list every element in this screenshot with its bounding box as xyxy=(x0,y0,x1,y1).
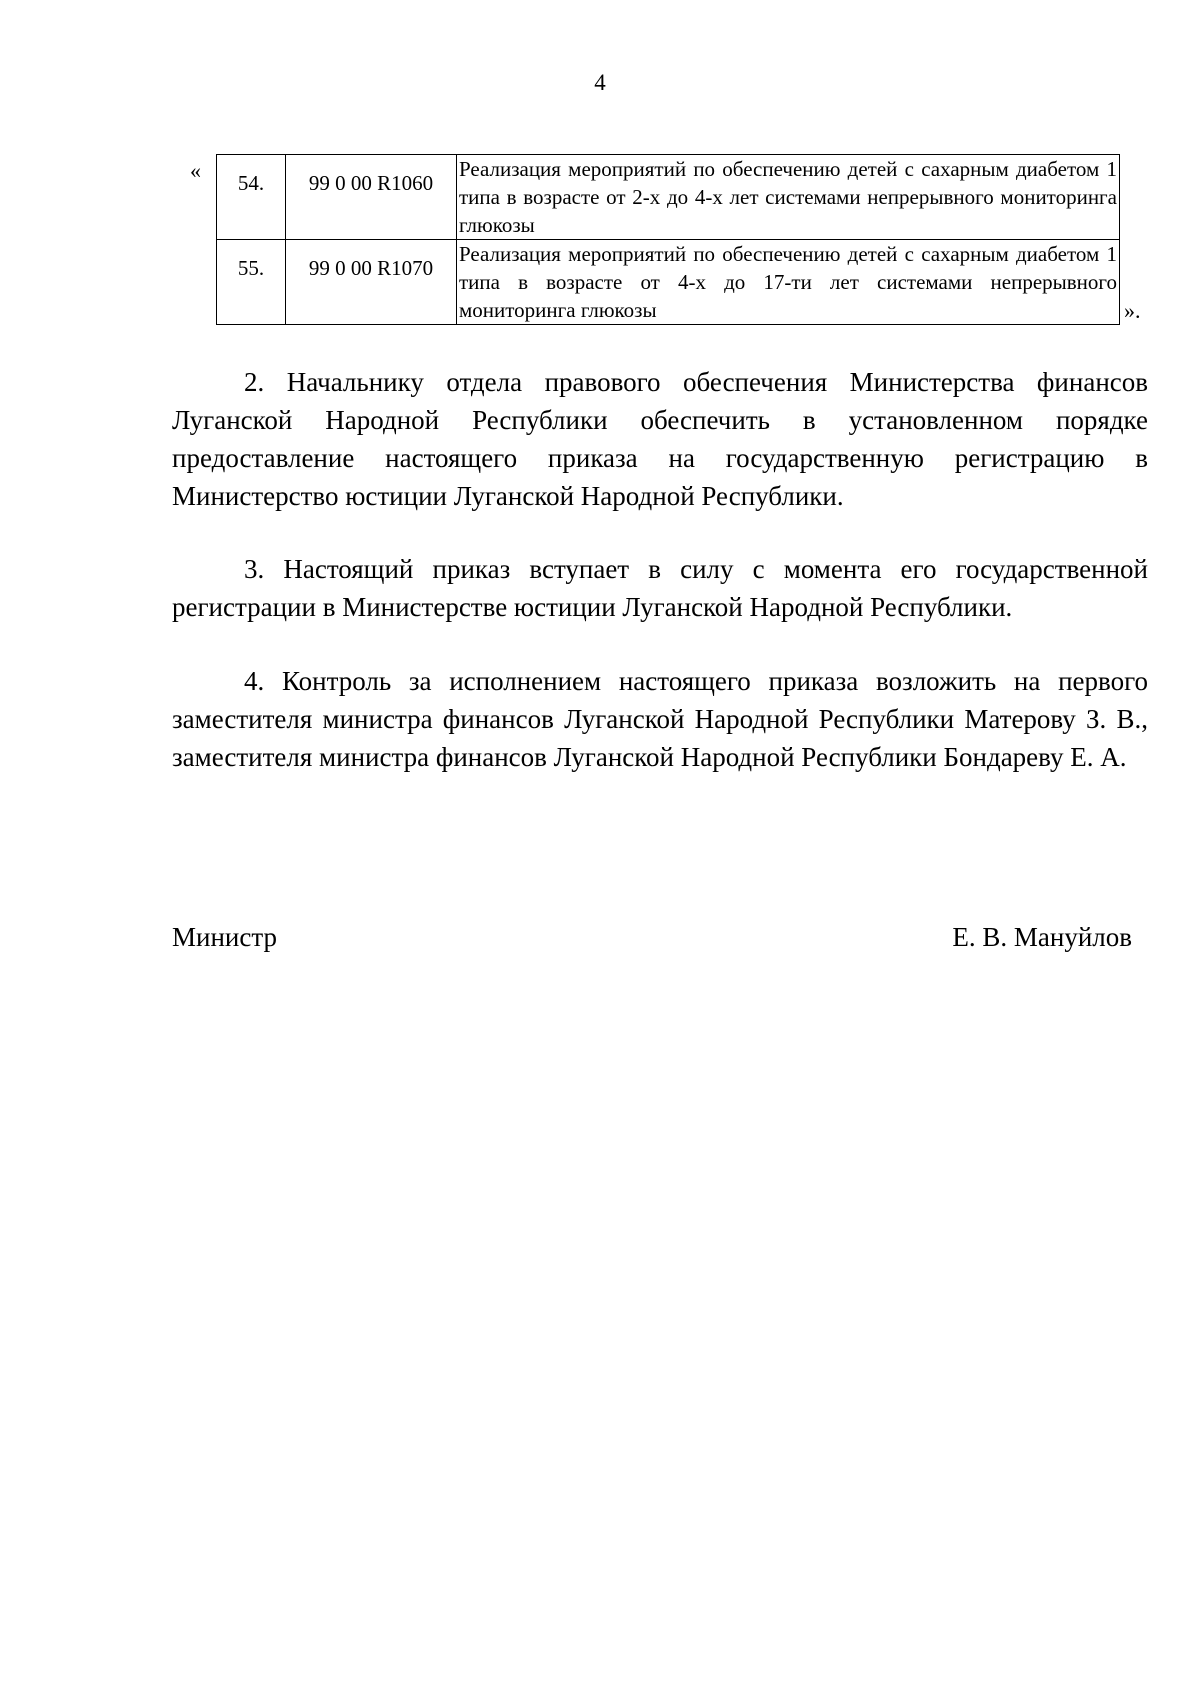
row-code: 99 0 00 R1070 xyxy=(286,240,457,325)
paragraph-3 xyxy=(172,550,1148,626)
signatory-name: Е. В. Мануйлов xyxy=(952,922,1132,952)
page-number: 4 xyxy=(594,70,606,95)
row-number: 54. xyxy=(217,155,286,240)
row-name: Реализация мероприятий по обеспечению детей с сахарным диабетом 1 типа в возрасте от 2-х до 4-х лет системами непрерывного мониторинга глюкозы xyxy=(457,155,1120,240)
paragraph-2 xyxy=(172,363,1148,515)
paragraph-text: 4. Контроль за исполнением настоящего приказа возложить на первого заместителя министра финансов Луганской Народной Республики Матерову З. В., заместителя министра финансов Луганской Народной Республики Бондареву Е. А. xyxy=(172,666,1148,772)
signatory-position: Министр xyxy=(172,922,277,952)
paragraph-text: 2. Начальнику отдела правового обеспечения Министерства финансов Луганской Народной Республики обеспечить в установленном порядке предоставление настоящего приказа на государственную регистрацию в Министерство юстиции Луганской Народной Республики. xyxy=(172,367,1148,511)
row-code: 99 0 00 R1060 xyxy=(286,155,457,240)
quote-open: « xyxy=(190,158,201,183)
table-row xyxy=(217,155,1120,240)
row-number: 55. xyxy=(217,240,286,325)
budget-codes-table xyxy=(216,154,1120,325)
paragraph-text: 3. Настоящий приказ вступает в силу с момента его государственной регистрации в Министерстве юстиции Луганской Народной Республики. xyxy=(172,554,1148,622)
quote-close: ». xyxy=(1124,298,1141,323)
row-name: Реализация мероприятий по обеспечению детей с сахарным диабетом 1 типа в возрасте от 4-х до 17-ти лет системами непрерывного мониторинга глюкозы xyxy=(457,240,1120,325)
paragraph-4 xyxy=(172,662,1148,776)
table-row xyxy=(217,240,1120,325)
